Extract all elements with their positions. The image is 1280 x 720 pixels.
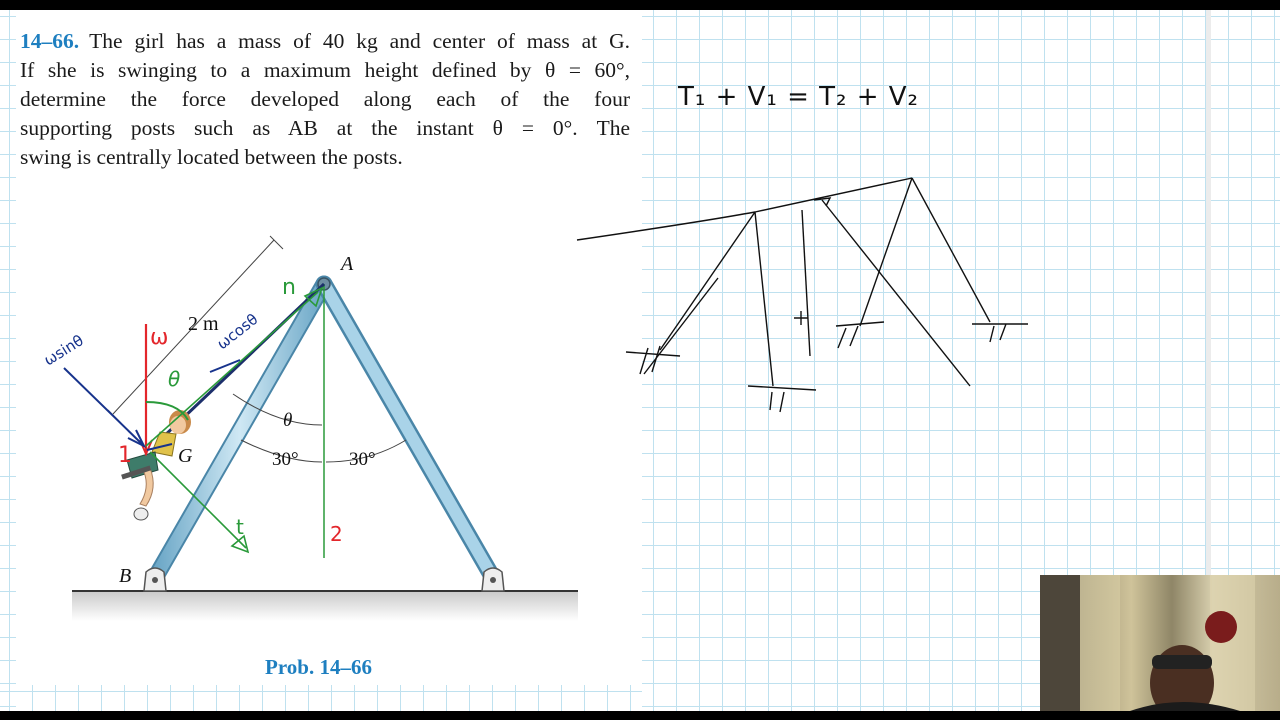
annotation-n: n (282, 275, 296, 300)
sketch-top-beam (577, 178, 912, 240)
sketch-hatch-2 (748, 386, 816, 412)
pin-right (490, 577, 496, 583)
pin-b (152, 577, 158, 583)
girl-shirt (152, 432, 176, 456)
energy-equation-note: T₁ + V₁ = T₂ + V₂ (678, 82, 919, 112)
problem-line-3: determine the force developed along each of the four (20, 87, 630, 111)
sketch-chain-vertical (802, 210, 810, 356)
girl-shoe (134, 508, 148, 520)
figure-caption: Prob. 14–66 (265, 655, 372, 679)
webcam-wall-shadow (1040, 575, 1080, 711)
sketch-swing-seat-mark (794, 311, 808, 325)
label-angle-left: 30° (272, 449, 299, 470)
webcam-feed-illustration (1040, 575, 1280, 711)
annotation-2: 2 (330, 522, 343, 546)
problem-line-4: supporting posts such as AB at the instant θ = 0°. The (20, 116, 630, 140)
annotation-w: ω (150, 325, 169, 350)
t-axis-line (150, 452, 246, 548)
annotation-wcos: ωcosθ (213, 310, 262, 354)
post-right-highlight (324, 284, 493, 578)
webcam-headphones (1205, 611, 1237, 643)
annotation-theta: θ (168, 367, 181, 391)
annotation-wsin: ωsinθ (40, 331, 87, 370)
webcam-person-head (1150, 645, 1214, 711)
label-b: B (119, 565, 132, 587)
problem-line-2: If she is swinging to a maximum height defined by θ = 60°, (20, 58, 630, 82)
annotation-t: t (236, 515, 244, 539)
webcam-glasses (1152, 655, 1212, 669)
sketch-arrow-tip (814, 198, 830, 206)
presenter-webcam (1040, 575, 1280, 711)
sketch-chain-diagonal (822, 200, 970, 386)
problem-line-1: 14–66. The girl has a mass of 40 kg and center of mass at G. (20, 29, 630, 53)
sketch-post-back-right (912, 178, 990, 322)
sketch-post-back-left (755, 212, 773, 386)
annotation-1: 1 (118, 443, 132, 468)
label-g: G (178, 445, 193, 467)
label-a: A (341, 253, 354, 275)
sketch-hatch-1 (626, 346, 680, 374)
problem-number: 14–66. (20, 29, 80, 53)
wsin-arrow (64, 368, 144, 446)
label-2m: 2 m (188, 313, 219, 335)
label-theta: θ (283, 410, 293, 431)
label-angle-right: 30° (349, 449, 376, 470)
sketch-post-front-left (660, 212, 755, 350)
problem-line-5: swing is centrally located between the posts. (20, 145, 403, 169)
ground-shadow (72, 591, 578, 621)
sketch-hatch-4 (972, 324, 1028, 342)
girl-face (170, 416, 186, 434)
webcam-curtain-left (1080, 575, 1120, 711)
hand-sketch-swing-frame (577, 178, 1028, 412)
webcam-curtain-right (1210, 575, 1255, 711)
